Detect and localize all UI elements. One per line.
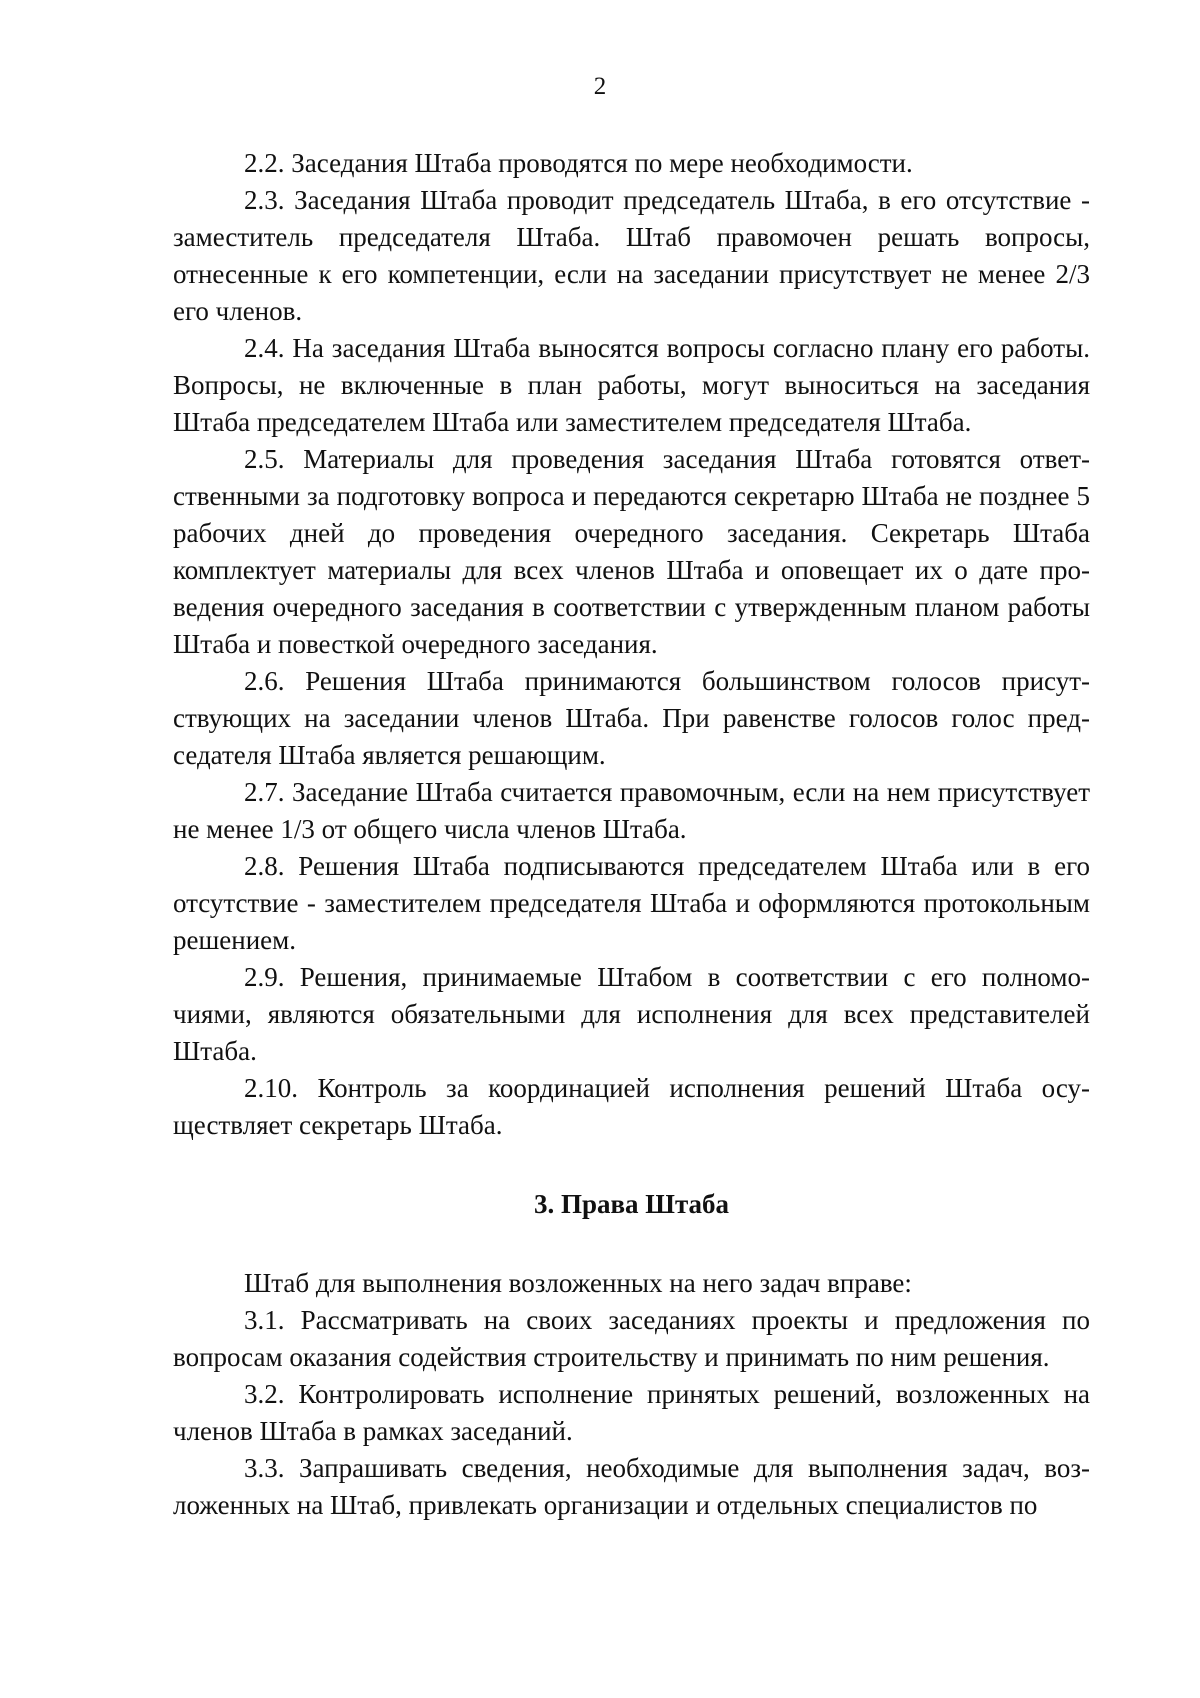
paragraph-2-9: 2.9. Решения, принимаемые Штабом в соответствии с его полномочиями, являются обязательными для исполнения для всех представителей Штаба. xyxy=(173,962,1090,1066)
section-3-heading: 3. Права Штаба xyxy=(533,1189,730,1219)
paragraph-2-2: 2.2. Заседания Штаба проводятся по мере необходимости. xyxy=(244,148,913,178)
paragraph-2-5: 2.5. Материалы для проведения заседания Штаба готовятся ответственными за подготовку вопроса и передаются секретарю Штаба не позднее 5 рабочих дней до проведения очередного заседания. Секретарь Штаба комплектует материалы для всех членов Штаба и оповещает их о дате проведения очередного заседания в соответствии с утвержденным планом работы Штаба и повесткой очередного заседания. xyxy=(173,444,1090,659)
paragraph-2-10: 2.10. Контроль за координацией исполнения решений Штаба осуществляет секретарь Штаба. xyxy=(173,1073,1090,1140)
paragraph-3-2: 3.2. Контролировать исполнение принятых решений, возложенных на членов Штаба в рамках заседаний. xyxy=(173,1379,1090,1446)
page-number: 2 xyxy=(593,73,607,100)
paragraph-2-6: 2.6. Решения Штаба принимаются большинством голосов присутствующих на заседании членов Штаба. При равенстве голосов голос председателя Штаба является решающим. xyxy=(173,666,1090,770)
paragraph-2-4: 2.4. На заседания Штаба выносятся вопросы согласно плану его работы. Вопросы, не включенные в план работы, могут выноситься на заседания Штаба председателем Штаба или заместителем председателя Штаба. xyxy=(173,333,1090,437)
paragraph-2-3: 2.3. Заседания Штаба проводит председатель Штаба, в его отсутствие - заместитель председателя Штаба. Штаб правомочен решать вопросы, отнесенные к его компетенции, если на заседании присутствует не менее 2/3 его членов. xyxy=(173,185,1090,326)
document-body xyxy=(173,145,1090,1524)
paragraph-3-3: 3.3. Запрашивать сведения, необходимые для выполнения задач, возложенных на Штаб, привлекать организации и отдельных специалистов по xyxy=(173,1453,1090,1520)
paragraph-2-7: 2.7. Заседание Штаба считается правомочным, если на нем присутствует не менее 1/3 от общего числа членов Штаба. xyxy=(173,777,1090,844)
section-3-intro: Штаб для выполнения возложенных на него задач вправе: xyxy=(244,1268,912,1298)
paragraph-2-8: 2.8. Решения Штаба подписываются председателем Штаба или в его отсутствие - заместителем председателя Штаба и оформляются протокольным решением. xyxy=(173,851,1090,955)
paragraph-3-1: 3.1. Рассматривать на своих заседаниях проекты и предложения по вопросам оказания содействия строительству и принимать по ним решения. xyxy=(173,1305,1090,1372)
